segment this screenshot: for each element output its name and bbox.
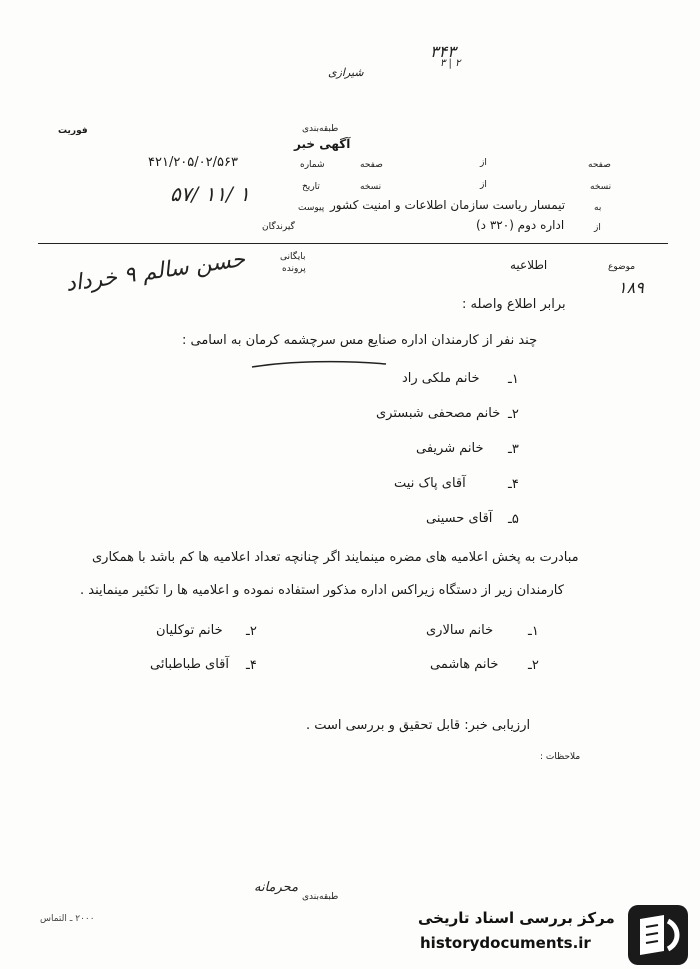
list1-name-3: خانم شریفی (416, 441, 484, 456)
recipients-label: گیرندگان (262, 222, 295, 232)
attachment-label: پیوست (298, 203, 325, 213)
footer-form-code: ۲۰۰۰ ـ التماس (40, 914, 95, 924)
from-label: از (594, 223, 601, 233)
date-value: ۵۷/ ۱۱/ ۱ (170, 182, 250, 206)
list2-right-num-2: ۲ـ (528, 658, 539, 673)
list1-name-1: خانم ملکی راد (402, 371, 480, 386)
paragraph-line-2: کارمندان زیر از دستگاه زیراکس اداره مذکور استفاده نموده و اعلامیه ها را تکثیر مینمایند . (80, 583, 564, 598)
to-label: به (594, 203, 602, 213)
opening-line: برابر اطلاع واصله : (462, 297, 566, 312)
archive-label: بایگانی (280, 252, 306, 262)
copy-count-label: نسخه (360, 182, 382, 192)
list1-num-5: ۵ـ (508, 512, 519, 527)
urgency-label: فوریت (58, 126, 88, 136)
date-label: تاریخ (302, 182, 320, 192)
number-value: ۴۲۱/۲۰۵/۰۲/۵۶۳ (148, 155, 238, 170)
archive-name: مرکز بررسی اسناد تاریخی (418, 909, 615, 927)
list2-left-num-1: ۲ـ (246, 624, 257, 639)
list1-name-2: خانم مصحفی شبستری (376, 406, 501, 421)
list1-num-2: ۲ـ (508, 407, 519, 422)
page-of-label: از (480, 158, 487, 168)
handwritten-mark: ۳ | ۲ (440, 58, 461, 69)
paragraph-line-1: مبادرت به پخش اعلامیه های مضره مینمایند اگر چنانچه تعداد اعلامیه ها کم باشد با همکاری (92, 550, 579, 565)
to-value: تیمسار ریاست سازمان اطلاعات و امنیت کشور (330, 198, 566, 212)
footer-classification-label: طبقه‌بندی (302, 892, 339, 902)
page-count-label: صفحه (360, 160, 383, 170)
list1-name-5: آقای حسینی (426, 511, 493, 526)
copy-label: نسخه (590, 182, 612, 192)
handwritten-subtitle: شیرازی (328, 66, 364, 79)
evaluation-line: ارزیابی خبر: قابل تحقیق و بررسی است . (306, 718, 531, 733)
classification-label: طبقه‌بندی (302, 124, 339, 134)
archive-logo-icon (628, 905, 688, 965)
subject-mark: ۱۸۹ (618, 278, 644, 297)
intro-line: چند نفر از کارمندان اداره صنایع مس سرچشمه کرمان به اسامی : (182, 333, 538, 348)
handwritten-case-note: حسن سالم ۹ خرداد (64, 246, 247, 297)
list1-num-4: ۴ـ (508, 477, 519, 492)
archive-url: historydocuments.ir (420, 934, 591, 952)
list1-num-1: ۱ـ (508, 372, 519, 387)
subject-value: اطلاعیه (510, 258, 548, 272)
list2-left-name-2: آقای طباطبائی (150, 657, 230, 672)
handwritten-number: ۳۴۳ (430, 42, 456, 61)
notes-label: ملاحظات : (540, 752, 581, 762)
list2-right-name-1: خانم سالاری (426, 623, 494, 638)
number-label: شماره (300, 160, 325, 170)
list2-left-num-2: ۴ـ (246, 658, 257, 673)
list2-right-num-1: ۱ـ (528, 624, 539, 639)
case-label: پرونده (282, 264, 306, 274)
underline-stroke (250, 358, 390, 372)
from-value: اداره دوم (۳۲۰ د) (476, 218, 565, 232)
header-divider (38, 243, 668, 244)
list2-left-name-1: خانم توکلیان (156, 623, 223, 638)
list2-right-name-2: خانم هاشمی (430, 657, 499, 672)
page-label: صفحه (588, 160, 611, 170)
list1-num-3: ۳ـ (508, 442, 519, 457)
list1-name-4: آقای پاک نیت (394, 476, 466, 491)
form-title: آگهی خبر (294, 137, 351, 151)
footer-classification-value: محرمانه (254, 880, 299, 895)
subject-label: موضوع (608, 262, 636, 272)
copy-of-label: از (480, 180, 487, 190)
